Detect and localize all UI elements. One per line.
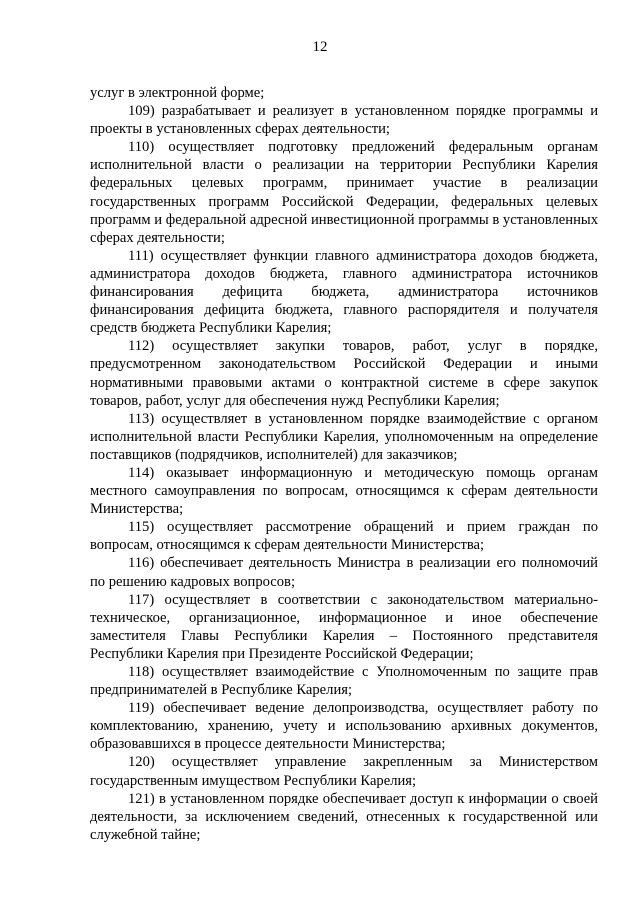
- paragraph: 116) обеспечивает деятельность Министра в реализации его полномочий по решению кадровых вопросов;: [90, 555, 598, 590]
- document-body: [90, 84, 598, 844]
- paragraph: 120) осуществляет управление закрепленным за Министерством государственным имуществом Республики Карелия;: [90, 754, 598, 789]
- paragraph: 109) разрабатывает и реализует в установленном порядке программы и проекты в установленных сферах деятельности;: [90, 103, 598, 138]
- page-number: 12: [312, 39, 328, 55]
- paragraph: 121) в установленном порядке обеспечивает доступ к информации о своей деятельности, за исключением сведений, отнесенных к государственной или служебной тайне;: [90, 790, 598, 843]
- paragraph: 112) осуществляет закупки товаров, работ, услуг в порядке, предусмотренном законодательством Российской Федерации и иными нормативными правовыми актами о контрактной системе в сфере закупок товаров, работ, услуг для обеспечения нужд Республики Карелия;: [90, 338, 598, 409]
- paragraph: 117) осуществляет в соответствии с законодательством материально-техническое, организационное, информационное и иное обеспечение заместителя Главы Республики Карелия – Постоянного представителя Республики Карелия при Президенте Российской Федерации;: [90, 591, 598, 662]
- paragraph: 119) обеспечивает ведение делопроизводства, осуществляет работу по комплектованию, хранению, учету и использованию архивных документов, образовавшихся в процессе деятельности Министерства;: [90, 700, 598, 753]
- paragraph: услуг в электронной форме;: [90, 85, 265, 101]
- paragraph: 110) осуществляет подготовку предложений федеральным органам исполнительной власти о реализации на территории Республики Карелия федеральных целевых программ, принимает участие в реализации государственных программ Российской Федерации, федеральных целевых программ и федеральной адресной инвестиционной программы в установленных сферах деятельности;: [90, 139, 598, 246]
- paragraph: 113) осуществляет в установленном порядке взаимодействие с органом исполнительной власти Республики Карелия, уполномоченным на определение поставщиков (подрядчиков, исполнителей) для заказчиков;: [90, 410, 598, 463]
- paragraph: 114) оказывает информационную и методическую помощь органам местного самоуправления по вопросам, относящимся к сферам деятельности Министерства;: [90, 464, 598, 518]
- paragraph: 115) осуществляет рассмотрение обращений и прием граждан по вопросам, относящимся к сферам деятельности Министерства;: [90, 519, 598, 554]
- paragraph: 111) осуществляет функции главного администратора доходов бюджета, администратора доходов бюджета, главного администратора источников финансирования дефицита бюджета, администратора источников финансирования дефицита бюджета, главного распорядителя и получателя средств бюджета Республики Карелия;: [90, 247, 598, 337]
- paragraph: 118) осуществляет взаимодействие с Уполномоченным по защите прав предпринимателей в Республике Карелия;: [90, 664, 598, 699]
